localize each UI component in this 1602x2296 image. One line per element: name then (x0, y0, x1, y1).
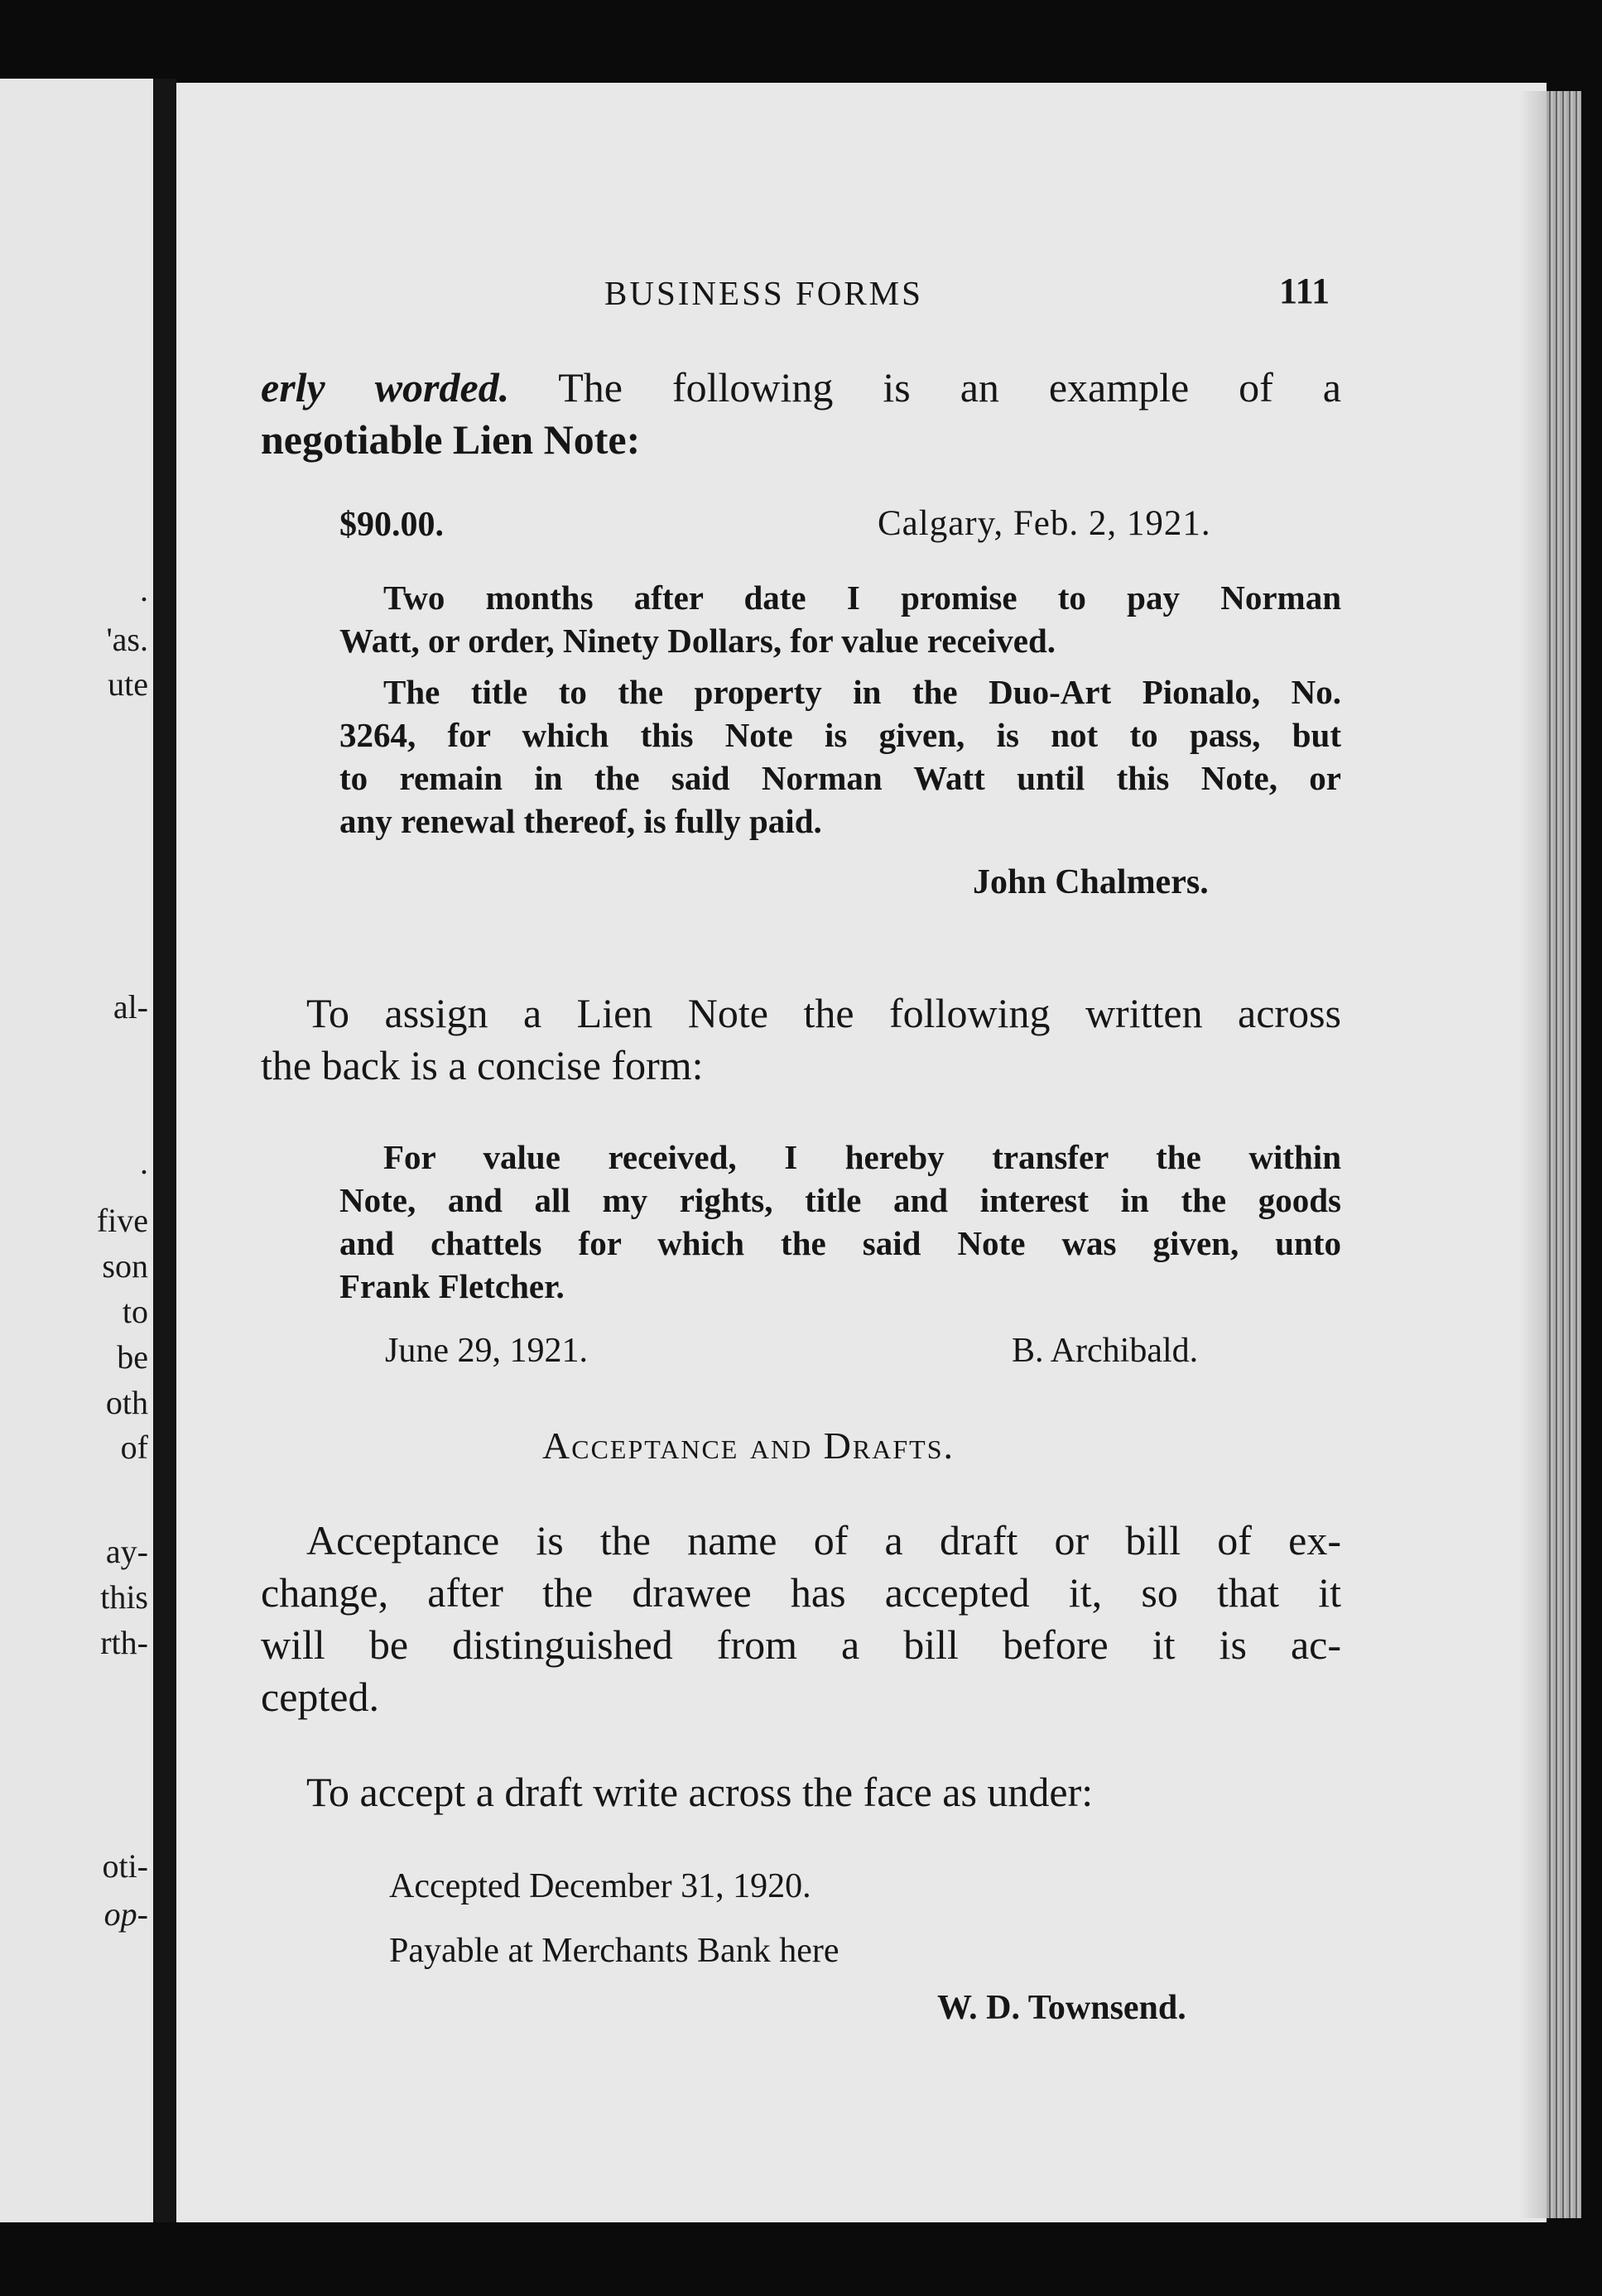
acceptance-line: Acceptance is the name of a draft or bill of ex- (306, 1517, 1341, 1563)
intro-emphasis: erly worded. (261, 364, 510, 411)
left-page-text: ute (108, 665, 148, 703)
assign-form (339, 1136, 1341, 1308)
left-page-edge (0, 79, 153, 2222)
note-paragraph-2 (339, 670, 1341, 843)
left-page-text: op- (103, 1895, 148, 1933)
note-paragraph-1 (339, 576, 1341, 662)
acceptance-line: cepted. (261, 1674, 379, 1720)
note-line: The title to the property in the Duo-Art Pionalo, No. (383, 673, 1341, 711)
assign-intro (261, 987, 1341, 1092)
assign-intro-line: To assign a Lien Note the following written across (306, 990, 1341, 1036)
acceptance-instruction: To accept a draft write across the face as under: (306, 1769, 1094, 1815)
section-heading: Acceptance and Drafts. (542, 1424, 955, 1467)
note-line: Watt, or order, Ninety Dollars, for value received. (339, 622, 1056, 660)
left-page-text: of (120, 1429, 148, 1466)
note-line: any renewal thereof, is fully paid. (339, 802, 822, 840)
left-page-text: rth- (100, 1624, 148, 1661)
assign-form-line: For value received, I hereby transfer the within (383, 1138, 1341, 1176)
acceptance-line: will be distinguished from a bill before it is ac- (261, 1621, 1341, 1668)
assign-form-line: and chattels for which the said Note was given, unto (339, 1224, 1341, 1262)
accept-form-line2: Payable at Merchants Bank here (389, 1932, 839, 1970)
left-page-text: be (117, 1338, 148, 1376)
left-page-text: oti- (102, 1847, 148, 1885)
left-page-text: oth (105, 1384, 148, 1421)
intro-line1: The following is an example of a (509, 364, 1341, 411)
note-line: to remain in the said Norman Watt until this Note, or (339, 759, 1341, 797)
note-amount: $90.00. (339, 506, 444, 544)
assign-intro-line: the back is a concise form: (261, 1042, 704, 1088)
assign-signature: B. Archibald. (1012, 1332, 1199, 1370)
left-page-text: al- (113, 988, 148, 1026)
intro-line2: negotiable Lien Note: (261, 416, 641, 463)
acceptance-paragraph (261, 1515, 1341, 1723)
acceptance-line: change, after the drawee has accepted it, so that it (261, 1569, 1341, 1616)
assign-form-line: Frank Fletcher. (339, 1267, 565, 1305)
assign-date: June 29, 1921. (385, 1332, 588, 1370)
left-page-text: . (140, 571, 148, 608)
note-line: 3264, for which this Note is given, is not to pass, but (339, 716, 1341, 754)
accept-form-line1: Accepted December 31, 1920. (389, 1867, 811, 1905)
assign-form-line: Note, and all my rights, title and interest in the goods (339, 1181, 1341, 1219)
page-edge-shadow (1519, 91, 1547, 2218)
intro-paragraph (261, 362, 1341, 466)
page-number: 111 (1279, 271, 1330, 311)
left-page-text: five (96, 1202, 148, 1239)
left-page-text: to (122, 1293, 148, 1330)
book-gutter (153, 79, 176, 2222)
left-page-text: 'as. (106, 621, 148, 658)
note-place-date: Calgary, Feb. 2, 1921. (878, 504, 1211, 543)
running-head: BUSINESS FORMS (604, 274, 923, 312)
page-edges (1547, 91, 1581, 2218)
left-page-text: son (102, 1247, 148, 1285)
left-page-text: . (140, 1144, 148, 1181)
accept-signature: W. D. Townsend. (937, 1989, 1186, 2027)
note-signature: John Chalmers. (973, 863, 1209, 901)
left-page-text: this (100, 1578, 148, 1616)
note-line: Two months after date I promise to pay Norman (383, 579, 1341, 617)
left-page-text: ay- (105, 1533, 148, 1570)
